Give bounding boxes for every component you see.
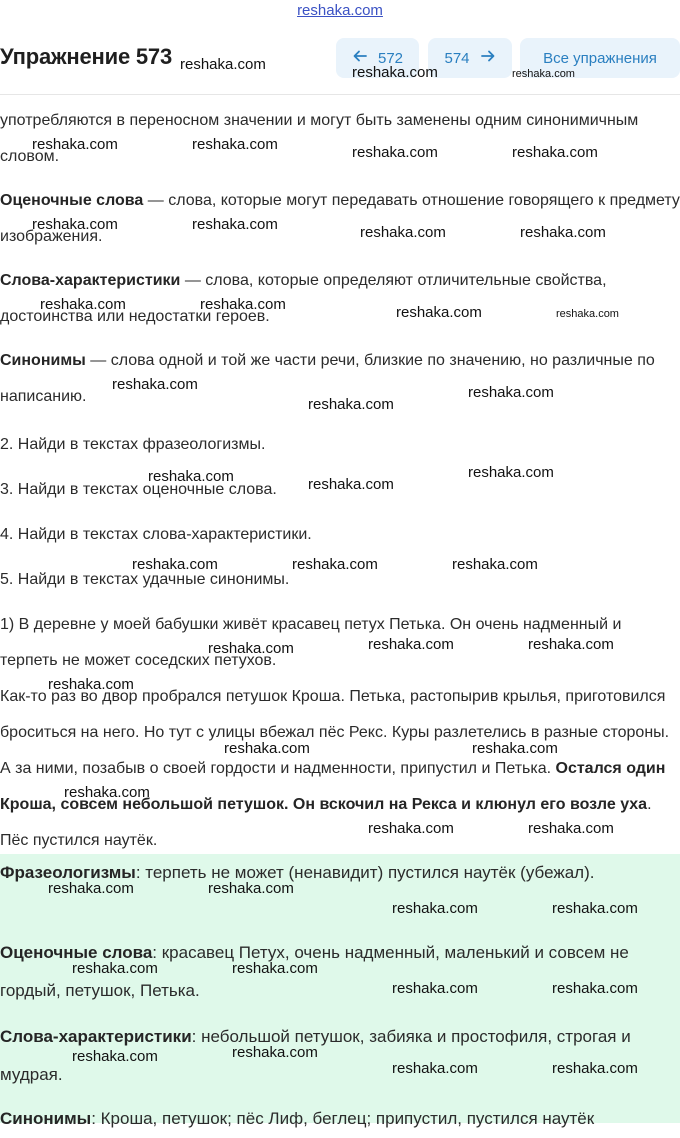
- watermark: reshaka.com: [192, 216, 278, 233]
- watermark: reshaka.com: [232, 1044, 318, 1061]
- site-link[interactable]: reshaka.com: [297, 2, 383, 19]
- watermark: reshaka.com: [72, 960, 158, 977]
- watermark: reshaka.com: [308, 396, 394, 413]
- watermark: reshaka.com: [552, 980, 638, 997]
- watermark: reshaka.com: [360, 224, 446, 241]
- all-exercises-label: Все упражнения: [543, 49, 657, 67]
- watermark: reshaka.com: [352, 144, 438, 161]
- prev-exercise-label: 572: [377, 49, 404, 67]
- watermark: reshaka.com: [148, 468, 234, 485]
- task-item: 4. Найди в текстах слова-характеристики.: [0, 526, 312, 543]
- watermark: reshaka.com: [180, 56, 266, 73]
- watermark: reshaka.com: [208, 880, 294, 897]
- watermark: reshaka.com: [552, 900, 638, 917]
- watermark: reshaka.com: [32, 216, 118, 233]
- watermark: reshaka.com: [392, 900, 478, 917]
- task-item: 3. Найди в текстах оценочные слова.: [0, 481, 277, 498]
- watermark: reshaka.com: [512, 68, 575, 80]
- next-exercise-label: 574: [444, 49, 470, 67]
- watermark: reshaka.com: [48, 676, 134, 693]
- story-paragraph-2: Как-то раз во двор пробрался петушок Кроша. Петька, растопырив крылья, приготовился броситься на него. Но тут с улицы вбежал пёс Рекс. Куры разлетелись в разные стороны. А за ними, позабыв о своей гордости и надменности, припустил и Петька. Остался один Кроша, совсем небольшой петушок. Он вскочил на Рекса и клюнул его возле уха. Пёс пустился наутёк.: [0, 688, 670, 849]
- watermark: reshaka.com: [368, 820, 454, 837]
- watermark: reshaka.com: [48, 880, 134, 897]
- watermark: reshaka.com: [468, 464, 554, 481]
- watermark: reshaka.com: [392, 980, 478, 997]
- watermark: reshaka.com: [392, 1060, 478, 1077]
- answer-evaluative: Оценочные слова: красавец Петух, очень надменный, маленький и совсем не гордый, петушок, Петька.: [0, 943, 629, 1000]
- answer-phraseologisms: Фразеологизмы: терпеть не может (ненавидит) пустился наутёк (убежал).: [0, 863, 595, 882]
- definition-synonyms: Синонимы — слова одной и той же части речи, близкие по значению, но различные по написанию.: [0, 352, 655, 405]
- watermark: reshaka.com: [192, 136, 278, 153]
- watermark: reshaka.com: [552, 1060, 638, 1077]
- watermark: reshaka.com: [352, 64, 438, 81]
- watermark: reshaka.com: [64, 784, 150, 801]
- watermark: reshaka.com: [512, 144, 598, 161]
- watermark: reshaka.com: [132, 556, 218, 573]
- watermark: reshaka.com: [72, 1048, 158, 1065]
- watermark: reshaka.com: [200, 296, 286, 313]
- definition-evaluative: Оценочные слова — слова, которые могут передавать отношение говорящего к предмету изображения.: [0, 192, 680, 245]
- watermark: reshaka.com: [232, 960, 318, 977]
- watermark: reshaka.com: [472, 740, 558, 757]
- watermark: reshaka.com: [452, 556, 538, 573]
- watermark: reshaka.com: [308, 476, 394, 493]
- watermark: reshaka.com: [468, 384, 554, 401]
- watermark: reshaka.com: [396, 304, 482, 321]
- watermark: reshaka.com: [208, 640, 294, 657]
- answer-synonyms: Синонимы: Кроша, петушок; пёс Лиф, беглец; припустил, пустился наутёк: [0, 1109, 595, 1128]
- watermark: reshaka.com: [292, 556, 378, 573]
- arrow-right-icon: [480, 48, 496, 68]
- task-list: [0, 427, 680, 607]
- watermark: reshaka.com: [520, 224, 606, 241]
- definition-characteristics: Слова-характеристики — слова, которые определяют отличительные свойства, достоинства или недостатки героев.: [0, 272, 607, 325]
- watermark: reshaka.com: [40, 296, 126, 313]
- task-item: 5. Найди в текстах удачные синонимы.: [0, 571, 290, 588]
- watermark: reshaka.com: [556, 308, 619, 320]
- definition-continuation: употребляются в переносном значении и могут быть заменены одним синонимичным словом.: [0, 112, 639, 165]
- story-paragraph-1: 1) В деревне у моей бабушки живёт красавец петух Петька. Он очень надменный и терпеть не может соседских петухов.: [0, 616, 622, 669]
- watermark: reshaka.com: [368, 636, 454, 653]
- watermark: reshaka.com: [528, 636, 614, 653]
- watermark: reshaka.com: [224, 740, 310, 757]
- watermark: reshaka.com: [112, 376, 198, 393]
- answer-characteristics: Слова-характеристики: небольшой петушок, забияка и простофиля, строгая и мудрая.: [0, 1027, 631, 1084]
- watermark: reshaka.com: [32, 136, 118, 153]
- page-title: Упражнение 573: [0, 44, 172, 69]
- exercise-header: [0, 36, 680, 95]
- next-exercise-button[interactable]: [428, 38, 512, 78]
- watermark: reshaka.com: [528, 820, 614, 837]
- task-item: 2. Найди в текстах фразеологизмы.: [0, 436, 266, 453]
